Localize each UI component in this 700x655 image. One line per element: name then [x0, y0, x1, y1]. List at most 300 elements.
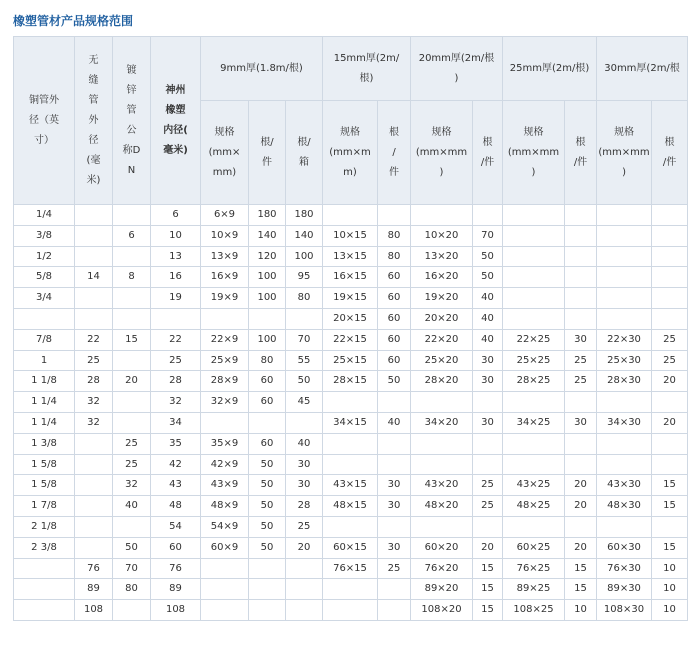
table-cell: 6	[113, 225, 151, 246]
table-row	[14, 412, 688, 433]
table-cell: 20	[652, 412, 688, 433]
table-row	[14, 308, 688, 329]
table-cell: 60×30	[597, 537, 652, 558]
table-cell: 43×25	[503, 475, 565, 496]
table-cell: 40	[286, 433, 323, 454]
header-25mm-spec: 规格 (mm×mm )	[503, 101, 565, 205]
table-cell: 13×15	[323, 246, 378, 267]
table-cell: 108×20	[411, 600, 473, 621]
table-cell	[652, 516, 688, 537]
table-cell: 108	[151, 600, 201, 621]
table-row	[14, 371, 688, 392]
table-cell: 15	[473, 558, 503, 579]
table-cell: 48×30	[597, 496, 652, 517]
table-cell: 34×25	[503, 412, 565, 433]
table-cell	[113, 412, 151, 433]
table-cell: 30	[473, 350, 503, 371]
table-cell: 34×15	[323, 412, 378, 433]
table-cell: 10	[151, 225, 201, 246]
table-cell: 35	[151, 433, 201, 454]
table-cell: 80	[378, 225, 411, 246]
table-cell	[565, 516, 597, 537]
table-cell: 140	[249, 225, 286, 246]
table-cell: 60	[378, 329, 411, 350]
table-cell: 76×15	[323, 558, 378, 579]
table-cell	[75, 308, 113, 329]
table-cell: 89	[75, 579, 113, 600]
table-cell	[75, 537, 113, 558]
table-cell: 120	[249, 246, 286, 267]
table-cell: 28×20	[411, 371, 473, 392]
table-cell: 30	[473, 371, 503, 392]
table-cell	[286, 579, 323, 600]
table-row	[14, 205, 688, 226]
table-cell: 22×9	[201, 329, 249, 350]
header-inner-diameter: 神州 橡塑 内径( 毫米)	[151, 37, 201, 205]
table-cell: 30	[378, 496, 411, 517]
table-cell	[75, 454, 113, 475]
header-30mm-spec: 规格 (mm×mm )	[597, 101, 652, 205]
table-cell	[473, 516, 503, 537]
table-cell: 28	[75, 371, 113, 392]
table-cell: 43×9	[201, 475, 249, 496]
table-cell: 48×25	[503, 496, 565, 517]
table-cell	[503, 308, 565, 329]
table-cell: 13×9	[201, 246, 249, 267]
table-cell: 76	[151, 558, 201, 579]
table-cell: 180	[249, 205, 286, 226]
header-25mm-per-pack: 根 /件	[565, 101, 597, 205]
table-cell	[113, 392, 151, 413]
table-cell	[503, 454, 565, 475]
table-cell	[14, 558, 75, 579]
table-cell: 95	[286, 267, 323, 288]
table-cell: 32	[75, 392, 113, 413]
table-cell: 60	[151, 537, 201, 558]
table-cell	[565, 267, 597, 288]
table-cell: 50	[113, 537, 151, 558]
table-cell	[652, 433, 688, 454]
table-cell: 13×20	[411, 246, 473, 267]
table-cell	[378, 516, 411, 537]
table-cell: 43	[151, 475, 201, 496]
table-cell: 60	[249, 433, 286, 454]
table-cell: 10×20	[411, 225, 473, 246]
table-cell	[286, 600, 323, 621]
table-cell: 25	[473, 475, 503, 496]
table-cell: 10	[652, 558, 688, 579]
table-cell	[323, 392, 378, 413]
header-group-25mm: 25mm厚(2m/根)	[503, 37, 597, 101]
table-cell: 48×15	[323, 496, 378, 517]
header-20mm-per-pack: 根 /件	[473, 101, 503, 205]
table-cell: 40	[473, 329, 503, 350]
table-cell: 34×20	[411, 412, 473, 433]
table-cell: 20	[113, 371, 151, 392]
table-cell: 20	[286, 537, 323, 558]
table-cell	[113, 288, 151, 309]
table-cell: 50	[249, 516, 286, 537]
table-cell	[113, 350, 151, 371]
table-cell: 6	[151, 205, 201, 226]
table-cell	[286, 558, 323, 579]
table-cell: 25×30	[597, 350, 652, 371]
table-cell: 140	[286, 225, 323, 246]
table-cell	[323, 579, 378, 600]
table-cell: 80	[113, 579, 151, 600]
table-row	[14, 329, 688, 350]
table-cell: 25	[378, 558, 411, 579]
table-cell	[249, 308, 286, 329]
table-cell: 20×15	[323, 308, 378, 329]
table-cell: 25	[565, 350, 597, 371]
table-cell: 22×25	[503, 329, 565, 350]
table-cell: 25	[113, 433, 151, 454]
table-cell: 20	[652, 371, 688, 392]
table-cell	[652, 225, 688, 246]
table-cell: 30	[473, 412, 503, 433]
table-cell	[113, 246, 151, 267]
table-cell	[565, 225, 597, 246]
table-cell: 13	[151, 246, 201, 267]
table-cell: 15	[113, 329, 151, 350]
table-cell: 60×15	[323, 537, 378, 558]
table-cell	[75, 496, 113, 517]
table-cell: 15	[473, 579, 503, 600]
table-cell: 50	[378, 371, 411, 392]
table-cell: 89×25	[503, 579, 565, 600]
table-cell: 22	[75, 329, 113, 350]
table-cell: 16	[151, 267, 201, 288]
table-cell: 45	[286, 392, 323, 413]
table-cell	[75, 475, 113, 496]
table-cell: 42×9	[201, 454, 249, 475]
table-cell	[286, 412, 323, 433]
table-cell	[14, 600, 75, 621]
table-cell	[411, 516, 473, 537]
table-cell	[249, 412, 286, 433]
header-20mm-spec: 规格 (mm×mm )	[411, 101, 473, 205]
table-cell: 25	[151, 350, 201, 371]
table-cell: 15	[565, 579, 597, 600]
header-15mm-spec: 规格 (mm×m m)	[323, 101, 378, 205]
table-cell: 28	[286, 496, 323, 517]
table-cell: 80	[286, 288, 323, 309]
table-cell: 60	[249, 371, 286, 392]
table-row	[14, 392, 688, 413]
table-cell: 60	[249, 392, 286, 413]
table-cell	[378, 579, 411, 600]
table-row	[14, 350, 688, 371]
table-cell: 70	[286, 329, 323, 350]
table-cell	[503, 392, 565, 413]
table-row	[14, 433, 688, 454]
table-cell: 32	[113, 475, 151, 496]
table-cell	[378, 454, 411, 475]
table-cell: 34	[151, 412, 201, 433]
table-cell: 76	[75, 558, 113, 579]
table-cell: 10×9	[201, 225, 249, 246]
table-cell: 60×20	[411, 537, 473, 558]
table-cell: 3/4	[14, 288, 75, 309]
table-cell: 54×9	[201, 516, 249, 537]
table-cell: 43×15	[323, 475, 378, 496]
table-cell: 30	[286, 475, 323, 496]
table-cell	[201, 579, 249, 600]
table-cell: 89×30	[597, 579, 652, 600]
table-cell	[565, 205, 597, 226]
table-cell: 40	[113, 496, 151, 517]
table-cell: 30	[565, 412, 597, 433]
table-cell	[323, 454, 378, 475]
table-cell	[565, 288, 597, 309]
header-9mm-per-box: 根/ 箱	[286, 101, 323, 205]
table-cell: 28×30	[597, 371, 652, 392]
table-cell: 32	[151, 392, 201, 413]
table-cell	[151, 308, 201, 329]
table-cell: 1 1/4	[14, 392, 75, 413]
table-cell: 76×25	[503, 558, 565, 579]
table-cell: 54	[151, 516, 201, 537]
table-cell: 70	[473, 225, 503, 246]
table-cell: 1 3/8	[14, 433, 75, 454]
table-cell	[378, 433, 411, 454]
table-cell	[14, 579, 75, 600]
table-cell: 1/2	[14, 246, 75, 267]
table-row	[14, 579, 688, 600]
table-row	[14, 516, 688, 537]
table-cell: 15	[652, 475, 688, 496]
table-cell	[411, 205, 473, 226]
table-cell: 28×9	[201, 371, 249, 392]
table-cell: 100	[249, 288, 286, 309]
table-cell	[113, 308, 151, 329]
table-cell	[75, 433, 113, 454]
table-cell: 40	[473, 288, 503, 309]
table-cell	[652, 246, 688, 267]
table-cell: 6×9	[201, 205, 249, 226]
table-cell: 50	[286, 371, 323, 392]
table-cell	[565, 454, 597, 475]
table-cell: 76×20	[411, 558, 473, 579]
table-cell: 30	[286, 454, 323, 475]
table-cell: 15	[652, 537, 688, 558]
table-cell: 1 5/8	[14, 475, 75, 496]
table-cell	[75, 288, 113, 309]
table-cell: 48×20	[411, 496, 473, 517]
table-cell: 60	[378, 267, 411, 288]
table-cell: 10	[565, 600, 597, 621]
table-cell	[75, 246, 113, 267]
table-cell: 16×20	[411, 267, 473, 288]
table-row	[14, 600, 688, 621]
table-cell: 50	[473, 246, 503, 267]
table-cell: 40	[378, 412, 411, 433]
table-cell: 60	[378, 288, 411, 309]
table-cell: 20×20	[411, 308, 473, 329]
table-cell: 25	[473, 496, 503, 517]
table-cell	[378, 600, 411, 621]
table-cell: 180	[286, 205, 323, 226]
table-cell: 10×15	[323, 225, 378, 246]
table-cell	[503, 267, 565, 288]
table-cell	[201, 308, 249, 329]
table-cell	[597, 288, 652, 309]
table-cell: 108×25	[503, 600, 565, 621]
table-cell: 20	[473, 537, 503, 558]
table-cell	[503, 433, 565, 454]
table-cell: 19×15	[323, 288, 378, 309]
table-cell: 100	[249, 329, 286, 350]
table-cell: 108×30	[597, 600, 652, 621]
table-cell: 7/8	[14, 329, 75, 350]
table-cell	[249, 579, 286, 600]
header-seamless-od: 无 缝 管 外 径 (毫 米)	[75, 37, 113, 205]
table-cell	[473, 454, 503, 475]
table-cell: 1 5/8	[14, 454, 75, 475]
table-cell	[565, 433, 597, 454]
table-cell: 15	[652, 496, 688, 517]
table-cell	[503, 225, 565, 246]
table-cell: 25	[113, 454, 151, 475]
table-cell	[565, 392, 597, 413]
table-cell: 43×20	[411, 475, 473, 496]
table-cell: 14	[75, 267, 113, 288]
table-cell: 32	[75, 412, 113, 433]
table-cell: 48	[151, 496, 201, 517]
table-cell: 25	[565, 371, 597, 392]
table-cell	[411, 454, 473, 475]
table-row	[14, 496, 688, 517]
table-cell: 28×15	[323, 371, 378, 392]
table-cell: 50	[249, 537, 286, 558]
table-cell	[113, 600, 151, 621]
table-cell	[597, 205, 652, 226]
header-group-20mm: 20mm厚(2m/根 )	[411, 37, 503, 101]
table-cell: 28	[151, 371, 201, 392]
table-cell: 43×30	[597, 475, 652, 496]
table-cell: 8	[113, 267, 151, 288]
table-cell	[286, 308, 323, 329]
table-cell	[652, 392, 688, 413]
table-cell: 22	[151, 329, 201, 350]
table-row	[14, 267, 688, 288]
table-cell: 40	[473, 308, 503, 329]
table-cell: 60×9	[201, 537, 249, 558]
table-cell: 25×15	[323, 350, 378, 371]
table-cell: 22×20	[411, 329, 473, 350]
spec-table	[13, 36, 688, 621]
table-cell	[652, 267, 688, 288]
table-cell: 50	[249, 454, 286, 475]
table-cell: 25	[286, 516, 323, 537]
table-cell: 28×25	[503, 371, 565, 392]
table-cell	[597, 392, 652, 413]
table-row	[14, 475, 688, 496]
table-cell	[473, 392, 503, 413]
table-cell: 108	[75, 600, 113, 621]
table-cell: 25×25	[503, 350, 565, 371]
table-cell	[323, 516, 378, 537]
spec-table-body	[14, 205, 688, 621]
table-cell: 50	[249, 475, 286, 496]
table-cell: 30	[565, 329, 597, 350]
table-cell: 1	[14, 350, 75, 371]
table-cell	[323, 600, 378, 621]
table-cell: 30	[378, 475, 411, 496]
table-row	[14, 537, 688, 558]
table-cell	[14, 308, 75, 329]
table-cell: 100	[249, 267, 286, 288]
table-cell: 30	[378, 537, 411, 558]
table-cell: 15	[473, 600, 503, 621]
table-cell	[503, 288, 565, 309]
table-row	[14, 246, 688, 267]
table-cell: 2 3/8	[14, 537, 75, 558]
header-copper-od: 铜管外 径（英 寸）	[14, 37, 75, 205]
header-30mm-per-pack: 根 /件	[652, 101, 688, 205]
table-cell: 80	[378, 246, 411, 267]
table-cell	[597, 246, 652, 267]
table-cell	[597, 454, 652, 475]
table-cell: 15	[565, 558, 597, 579]
table-cell	[75, 516, 113, 537]
table-cell: 100	[286, 246, 323, 267]
table-cell: 35×9	[201, 433, 249, 454]
table-cell	[113, 516, 151, 537]
table-cell: 1/4	[14, 205, 75, 226]
table-cell: 2 1/8	[14, 516, 75, 537]
table-cell: 1 7/8	[14, 496, 75, 517]
header-15mm-per-pack: 根 / 件	[378, 101, 411, 205]
table-cell: 20	[565, 496, 597, 517]
table-cell: 10	[652, 579, 688, 600]
table-cell	[201, 412, 249, 433]
table-cell: 55	[286, 350, 323, 371]
table-cell: 16×9	[201, 267, 249, 288]
table-cell: 70	[113, 558, 151, 579]
table-cell	[597, 267, 652, 288]
table-cell	[378, 392, 411, 413]
table-cell	[473, 433, 503, 454]
table-cell	[652, 454, 688, 475]
table-cell: 1 1/8	[14, 371, 75, 392]
table-cell: 19×9	[201, 288, 249, 309]
table-cell	[411, 392, 473, 413]
table-row	[14, 288, 688, 309]
table-cell: 60	[378, 308, 411, 329]
table-cell: 50	[249, 496, 286, 517]
table-cell	[75, 225, 113, 246]
table-cell: 32×9	[201, 392, 249, 413]
table-cell	[378, 205, 411, 226]
table-cell: 1 1/4	[14, 412, 75, 433]
table-cell: 25	[75, 350, 113, 371]
table-cell	[411, 433, 473, 454]
table-cell: 89×20	[411, 579, 473, 600]
table-row	[14, 225, 688, 246]
table-cell: 5/8	[14, 267, 75, 288]
header-group-30mm: 30mm厚(2m/根	[597, 37, 688, 101]
table-cell: 80	[249, 350, 286, 371]
header-group-15mm: 15mm厚(2m/ 根)	[323, 37, 411, 101]
table-cell: 89	[151, 579, 201, 600]
table-cell	[597, 516, 652, 537]
table-cell	[565, 308, 597, 329]
table-cell: 22×15	[323, 329, 378, 350]
table-cell	[323, 433, 378, 454]
table-cell: 25×20	[411, 350, 473, 371]
